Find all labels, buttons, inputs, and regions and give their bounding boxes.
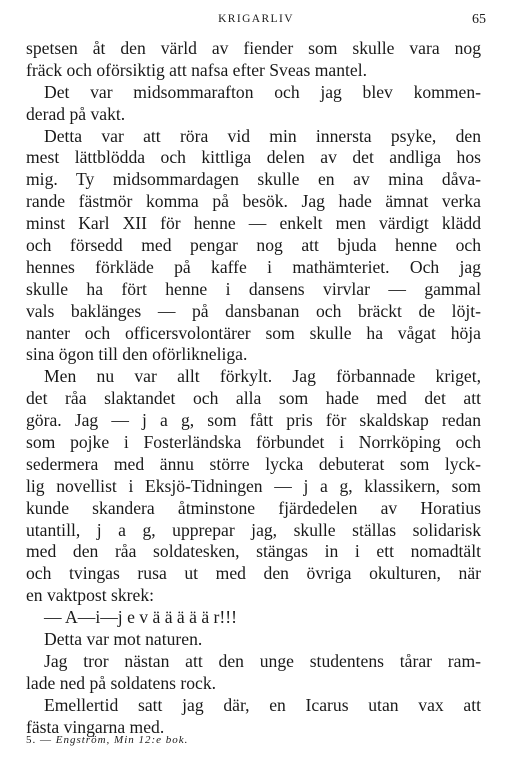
text-line: och försedd med pengar nog att bjuda henne och [26, 235, 481, 256]
page-number: 65 [472, 12, 486, 27]
text-line: Men nu var allt förkylt. Jag förbannade kriget, [44, 366, 481, 387]
signature-text: Engström, Min 12:e bok. [55, 734, 189, 746]
text-line: derad på vakt. [26, 103, 126, 124]
text-line: Jag tror nästan att den unge studentens tårar ram- [44, 650, 481, 671]
text-line: — A—i—j e v ä ä ä ä ä r!!! [44, 607, 237, 628]
text-line: lig novellist i Eksjö-Tidningen — j a g, klassikern, som [26, 475, 481, 496]
page-header [26, 13, 486, 29]
text-line: vals baklänges — på dansbanan och bräckt de löjt- [26, 300, 481, 321]
text-line: Emellertid satt jag där, en Icarus utan vax att [44, 694, 481, 715]
text-line: och tvingas rusa ut med den övriga okulturen, när [26, 563, 481, 584]
text-line: mig. Ty midsommardagen skulle en av mina dåva- [26, 169, 481, 190]
text-line: det råa slaktandet och alla som hade med det att [26, 388, 481, 409]
text-line: med den råa soldatesken, stängas in i ett nomadtält [26, 541, 481, 562]
text-line: fräck och oförsiktig att nafsa efter Sveas mantel. [26, 59, 367, 80]
text-line: spetsen åt den värld av fiender som skulle vara nog [26, 38, 481, 58]
text-line: Detta var mot naturen. [44, 629, 203, 650]
text-line: sedermera med ännu större lycka debuterat som lyck- [26, 453, 481, 474]
text-line: fästa vingarna med. [26, 716, 165, 737]
text-line: utantill, j a g, upprepar jag, skulle ställas solidarisk [26, 519, 481, 540]
signature-footer [26, 734, 188, 746]
text-line: minst Karl XII för henne — enkelt men värdigt klädd [26, 213, 481, 234]
text-line: Det var midsommarafton och jag blev kommen- [44, 81, 481, 102]
text-line: rande fästmör komma på besök. Jag hade ämnat verka [26, 191, 481, 212]
text-line: sina ögon till den oförlikneliga. [26, 344, 248, 365]
text-line: Detta var att röra vid min innersta psyke, den [44, 125, 481, 146]
text-line: en vaktpost skrek: [26, 585, 155, 606]
text-line: som pojke i Fosterländska förbundet i Norrköping och [26, 432, 481, 453]
text-line: mest lättblödda och kittliga delen av det andliga hos [26, 147, 481, 168]
body-text [26, 38, 481, 739]
text-line: lade ned på soldatens rock. [26, 672, 217, 693]
text-line: skulle ha fört henne i dansens virvlar — gammal [26, 278, 481, 299]
text-line: kunde skandera åtminstone fjärdedelen av Horatius [26, 497, 481, 518]
text-line: nanter och officersvolontärer som skulle ha vågat höja [26, 322, 481, 343]
text-line: göra. Jag — j a g, som fått pris för skaldskap redan [26, 410, 481, 431]
running-title: KRIGARLIV [218, 13, 294, 25]
text-line: hennes förkläde på kaffe i mathämteriet. Och jag [26, 256, 481, 277]
signature-number: 5. — [26, 734, 52, 746]
